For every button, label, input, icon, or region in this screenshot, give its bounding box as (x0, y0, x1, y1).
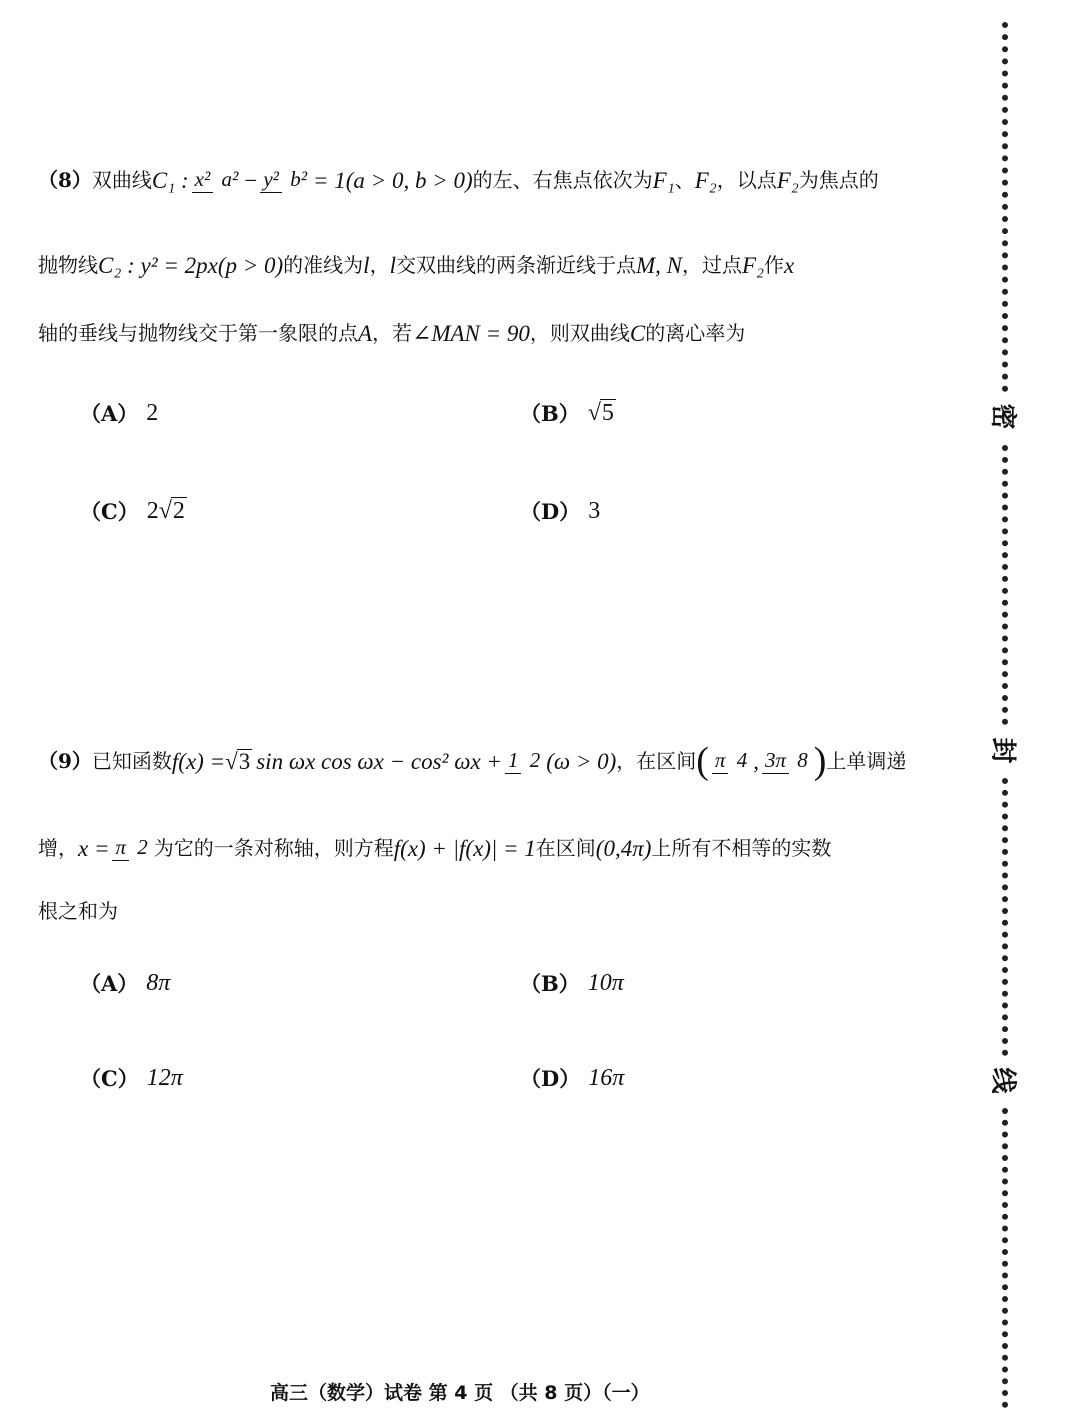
q8-math: = 1(a > 0, b > 0) (313, 167, 473, 193)
q8-number: （8） (38, 168, 92, 192)
sqrt-expression (588, 399, 616, 427)
q9-text: 已知函数 (91, 749, 172, 773)
option-value: 2 (146, 399, 159, 426)
seal-char-feng: 封 (987, 737, 1018, 764)
q9-text: 上所有不相等的实数 (651, 836, 832, 860)
option-label: （B） (520, 971, 580, 996)
q8-math: A (358, 320, 373, 346)
seal-char-mi: 密 (987, 403, 1018, 430)
q8-math: ∠MAN = 90 (412, 320, 530, 346)
q8-math: − (244, 167, 258, 193)
sqrt-radicand: 5 (601, 400, 614, 426)
fraction-denominator: 8 (797, 748, 808, 773)
q9-line-1 (38, 730, 958, 792)
q8-text: 的离心率为 (645, 321, 746, 345)
q9-option-c[interactable] (80, 1063, 183, 1093)
q8-math: x (784, 252, 795, 278)
q8-math: C₂ : y² = 2px(p > 0) (98, 252, 284, 278)
option-label: （A） (80, 971, 139, 996)
page-footer: 高三（数学）试卷 第 4 页 （共 8 页）（一） (270, 1382, 650, 1404)
option-label: （D） (520, 499, 581, 524)
q8-line-3 (38, 318, 958, 348)
q9-math: f(x) + |f(x)| = 1 (393, 835, 536, 861)
q8-text: 双曲线 (91, 168, 152, 192)
q9-text: ，在区间 (616, 749, 697, 773)
q8-option-c[interactable] (80, 496, 187, 526)
q9-math: sin ωx cos ωx − cos² ωx + (256, 748, 502, 774)
q9-text: 上单调递 (826, 749, 907, 773)
fraction-denominator: 4 (736, 748, 748, 773)
q9-math: (ω > 0) (546, 748, 617, 774)
fraction-numerator: 3π (762, 749, 789, 773)
q8-math: F₁ (652, 167, 675, 193)
q8-math: F₂ (741, 252, 764, 278)
option-label: （B） (520, 401, 580, 426)
fraction-denominator: 2 (529, 748, 541, 773)
q8-math: F₂ (776, 167, 799, 193)
q8-fraction-y (260, 167, 310, 192)
fraction-numerator: y² (260, 168, 282, 192)
q9-fraction-half (505, 748, 543, 773)
sqrt-coefficient: 2 (146, 498, 159, 524)
option-label: （C） (80, 499, 139, 524)
q8-line-2 (38, 250, 958, 280)
option-label: （C） (80, 1066, 139, 1091)
q9-text: 为它的一条对称轴，则方程 (153, 836, 394, 860)
q9-option-a[interactable] (80, 968, 170, 998)
sqrt-expression (225, 749, 252, 773)
q8-math: l (363, 252, 370, 278)
q8-text: 的准线为 (283, 253, 364, 277)
q8-text: ，若 (372, 321, 413, 345)
q8-math: M, N (635, 252, 682, 278)
seal-dotted-line (1002, 445, 1008, 725)
q9-option-d[interactable] (520, 1063, 624, 1093)
option-label: （D） (520, 1066, 581, 1091)
q9-line-2 (38, 820, 958, 876)
option-value: 10π (587, 969, 624, 996)
q9-text: 增， (38, 836, 78, 860)
q8-math: l (389, 252, 396, 278)
q9-option-b[interactable] (520, 968, 624, 998)
q8-text: 轴的垂线与抛物线交于第一象限的点 (38, 321, 358, 345)
sqrt-symbol: √ (158, 498, 172, 524)
option-value: 12π (146, 1064, 183, 1091)
option-value: 8π (146, 969, 171, 996)
sqrt-radicand: 3 (238, 749, 251, 774)
q8-line-1 (38, 152, 958, 208)
sqrt-radicand: 2 (172, 498, 185, 524)
fraction-numerator: π (112, 836, 129, 860)
q8-text: 作 (764, 253, 784, 277)
q8-option-d[interactable] (520, 496, 600, 526)
fraction-numerator: π (712, 749, 729, 773)
fraction-numerator: x² (192, 168, 214, 192)
q8-text: 、 (674, 168, 695, 192)
q8-option-a[interactable] (80, 398, 158, 428)
q8-text: 的左、右焦点依次为 (472, 168, 653, 192)
q8-math: C₁ : (151, 167, 189, 193)
q8-fraction-x (192, 167, 242, 192)
fraction-denominator: 2 (137, 835, 148, 860)
q9-number: （9） (38, 749, 92, 773)
q8-option-b[interactable] (520, 398, 616, 428)
q9-math: (0,4π) (595, 835, 652, 861)
q8-text: ，过点 (681, 253, 742, 277)
q8-text: ， (369, 253, 390, 277)
q9-fraction-pi-4 (712, 748, 750, 773)
option-label: （A） (80, 401, 139, 426)
seal-char-xian: 线 (987, 1067, 1018, 1094)
q8-math: C (629, 320, 646, 346)
q8-text: 抛物线 (38, 253, 98, 277)
q9-paren-left: ( (696, 740, 709, 782)
q9-math: , (753, 748, 759, 774)
seal-dotted-line (1002, 22, 1008, 392)
sqrt-symbol: √ (225, 749, 238, 774)
q8-text: 为焦点的 (798, 168, 879, 192)
q9-paren-right: ) (813, 740, 827, 782)
fraction-numerator: 1 (505, 749, 522, 773)
q9-text: 在区间 (535, 836, 596, 860)
q9-line-3 (38, 898, 958, 924)
q8-math: F₂ (694, 167, 717, 193)
q9-fraction-3pi-8 (762, 748, 811, 773)
q9-text: 根之和为 (38, 899, 118, 923)
q9-math: x = (78, 835, 110, 861)
seal-dotted-line (1002, 1108, 1008, 1408)
q9-fraction-pi-2 (112, 835, 150, 860)
q8-text: 交双曲线的两条渐近线于点 (395, 253, 636, 277)
sqrt-expression (147, 497, 187, 525)
option-value: 16π (588, 1064, 625, 1091)
q8-text: ，以点 (716, 168, 777, 192)
q8-text: ，则双曲线 (529, 321, 630, 345)
option-value: 3 (588, 497, 601, 524)
fraction-denominator: a² (221, 167, 239, 192)
seal-dotted-line (1002, 778, 1008, 1056)
fraction-denominator: b² (290, 167, 307, 192)
sqrt-symbol: √ (587, 400, 601, 426)
q9-math: f(x) = (171, 748, 226, 774)
